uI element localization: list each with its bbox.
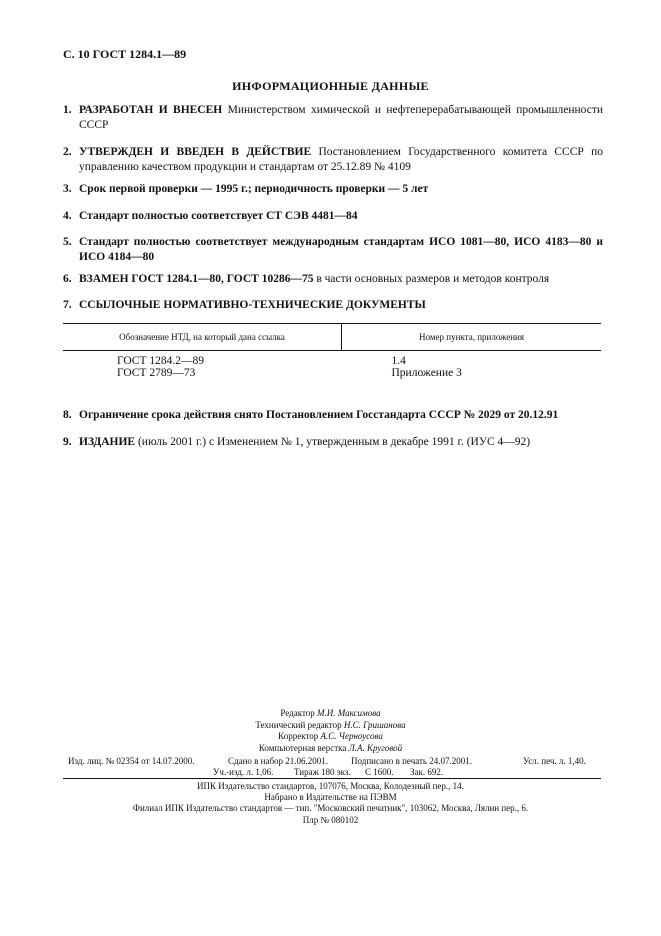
editorial-credits — [0, 708, 661, 754]
credit-role: Корректор — [278, 731, 319, 741]
info-item-3 — [63, 182, 603, 197]
item-text: (июль 2001 г.) с Изменением № 1, утвержденным в декабре 1991 г. (ИУС 4—92) — [137, 436, 531, 448]
branch-address: Филиал ИПК Издательство стандартов — тип. "Московский печатник", 103062, Москва, Лялин пер., 6. — [132, 803, 529, 814]
item-text: Постановлением Государственного комитета СССР по управлению качеством продукции и стандартам от 25.12.89 № 4109 — [79, 146, 604, 173]
table-row — [63, 351, 601, 368]
credit-person: Н.С. Гришанова — [343, 719, 406, 730]
credit-role: Редактор — [280, 708, 315, 718]
table-cell-designation: ГОСТ 2789—73 — [117, 367, 196, 379]
info-item-6 — [63, 272, 603, 287]
item-number: 7. — [63, 299, 72, 311]
item-number: 3. — [63, 183, 72, 195]
item-text: Срок первой проверки — 1995 г.; периодичность проверки — 5 лет — [79, 183, 429, 195]
item-number: 8. — [63, 409, 72, 421]
license-text: Изд. лиц. № 02354 от 14.07.2000. — [68, 756, 195, 766]
table-header-row — [63, 324, 601, 351]
order-number: Зак. 692. — [410, 767, 444, 777]
table-cell-clause: 1.4 — [391, 355, 406, 367]
table-cell-designation: ГОСТ 1284.2—89 — [117, 355, 205, 367]
print-sheets: Усл. печ. л. 1,40. — [523, 756, 586, 766]
credit-layout — [0, 743, 661, 755]
item-number: 2. — [63, 146, 72, 158]
item-text: Министерством химической и нефтеперерабатывающей промышленности СССР — [79, 104, 603, 131]
table-cell-clause: Приложение 3 — [391, 367, 462, 379]
info-item-1 — [63, 103, 603, 133]
info-item-5 — [63, 235, 603, 265]
page-header: С. 10 ГОСТ 1284.1—89 — [63, 47, 187, 61]
order-c: С 1600. — [365, 767, 394, 777]
info-item-4 — [63, 209, 603, 224]
info-item-8 — [63, 408, 603, 423]
license-plr: Плр № 080102 — [302, 814, 359, 825]
circulation: Тираж 180 экз. — [294, 767, 351, 777]
references-table — [63, 323, 601, 379]
item-text: Стандарт полностью соответствует СТ СЭВ 4481—84 — [79, 210, 358, 222]
item-lead: УТВЕРЖДЕН И ВВЕДЕН В ДЕЙСТВИЕ — [79, 146, 312, 158]
info-item-9 — [63, 435, 603, 450]
credit-tech-editor — [0, 720, 661, 732]
item-lead: РАЗРАБОТАН И ВНЕСЕН — [79, 104, 223, 116]
item-lead: ВЗАМЕН ГОСТ 1284.1—80, ГОСТ 10286—75 — [79, 273, 314, 285]
page-title: ИНФОРМАЦИОННЫЕ ДАННЫЕ — [232, 79, 429, 93]
item-text: Стандарт полностью соответствует международным стандартам ИСО 1081—80, ИСО 4183—80 и ИСО 4184—80 — [79, 236, 603, 263]
credit-person: М.И. Максимова — [317, 708, 381, 718]
credit-person: А.С. Черноусова — [320, 731, 383, 741]
credit-role: Технический редактор — [255, 719, 342, 730]
typeset-note: Набрано в Издательстве на ПЭВМ — [264, 792, 397, 803]
info-item-2 — [63, 145, 603, 175]
pub-sheets: Уч.-изд. л. 1,06. — [213, 767, 274, 777]
item-lead: ССЫЛОЧНЫЕ НОРМАТИВНО-ТЕХНИЧЕСКИЕ ДОКУМЕНТЫ — [79, 299, 426, 311]
printing-info — [0, 781, 661, 826]
table-row — [63, 367, 601, 379]
item-number: 6. — [63, 273, 72, 285]
item-number: 1. — [63, 104, 72, 116]
printer-address: ИПК Издательство стандартов, 107076, Москва, Колодезный пер., 14. — [197, 781, 464, 791]
signed-date: Подписано в печать 24.07.2001. — [351, 756, 473, 766]
item-number: 9. — [63, 436, 72, 448]
item-lead: ИЗДАНИЕ — [79, 436, 136, 448]
item-number: 4. — [63, 210, 72, 222]
credit-editor — [0, 708, 661, 720]
credit-person: Л.А. Круговой — [348, 742, 403, 753]
column-header-designation: Обозначение НТД, на который дана ссылка — [63, 324, 342, 351]
sent-date: Сдано в набор 21.06.2001. — [228, 756, 329, 766]
item-text: Ограничение срока действия снято Постановлением Госстандарта СССР № 2029 от 20.12.91 — [79, 409, 559, 421]
item-number: 5. — [63, 236, 72, 248]
divider — [63, 778, 601, 779]
item-text: в части основных размеров и методов контроля — [316, 273, 550, 285]
credit-role: Компьютерная верстка — [258, 742, 347, 753]
info-item-7 — [63, 298, 603, 313]
column-header-clause: Номер пункта, приложения — [342, 324, 602, 351]
credit-corrector — [0, 731, 661, 743]
